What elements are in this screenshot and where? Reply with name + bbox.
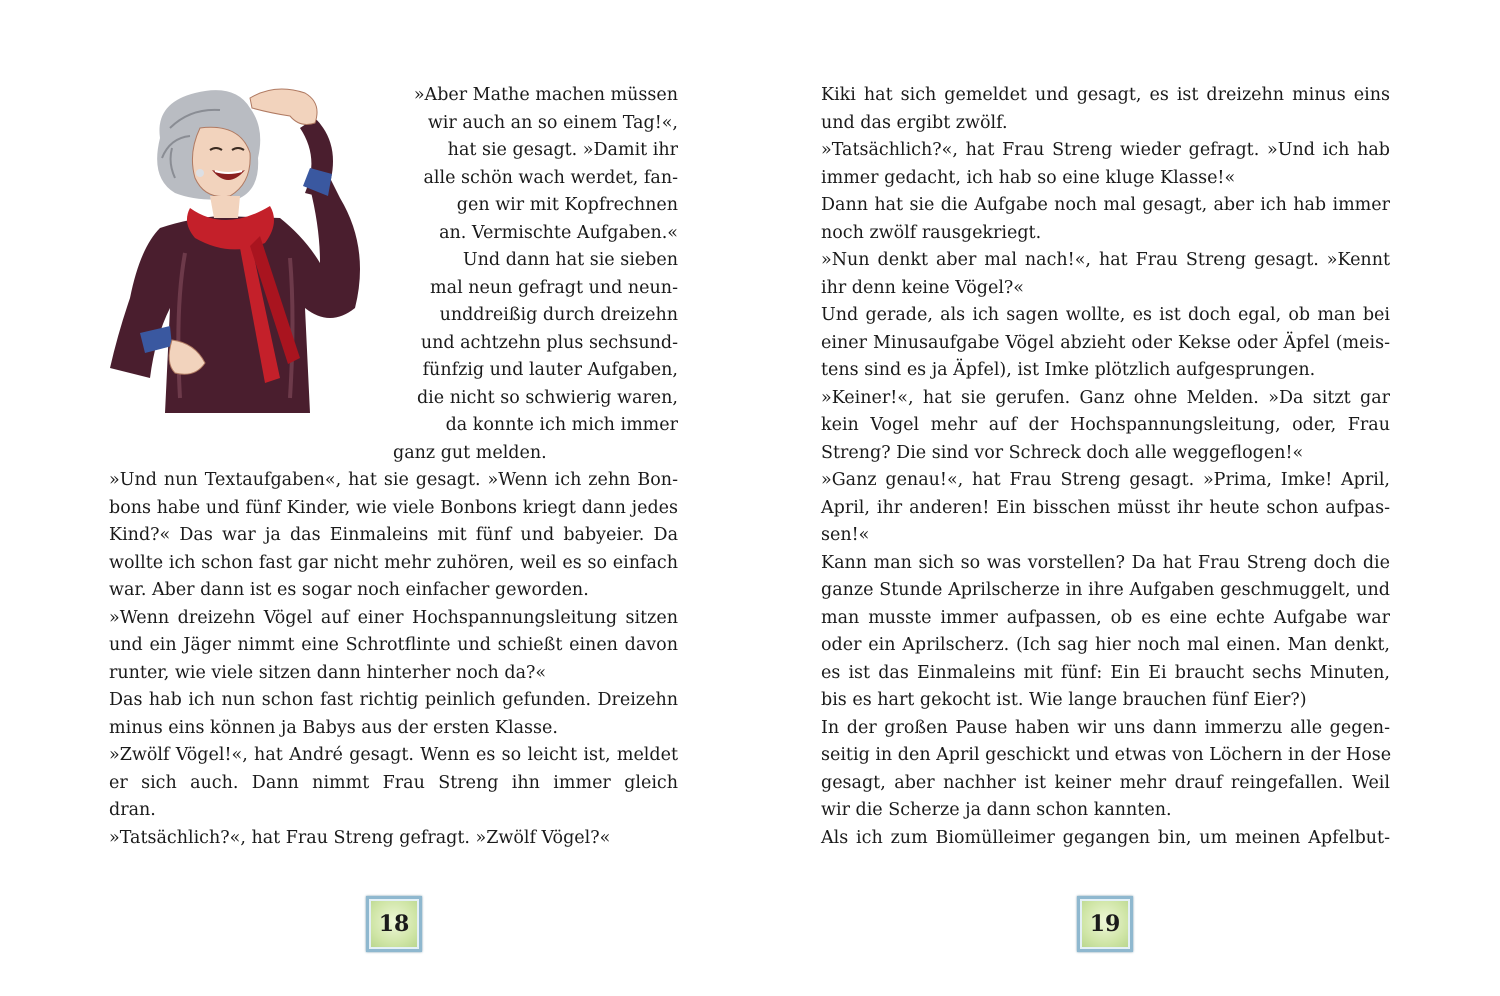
text-line: Als ich zum Biomülleimer gegangen bin, um meinen Apfelbut- bbox=[821, 827, 1390, 848]
text-line: »Aber Mathe machen müssen bbox=[413, 85, 678, 105]
text-line: und das ergibt zwölf. bbox=[821, 112, 1008, 133]
text-line: Das hab ich nun schon fast richtig peinlich gefunden. Dreizehn bbox=[109, 690, 678, 710]
text-line: Kind?« Das war ja das Einmaleins mit fünf und babyeier. Da bbox=[109, 525, 678, 545]
text-line: »Wenn dreizehn Vögel auf einer Hochspannungsleitung sitzen bbox=[109, 607, 678, 628]
text-line: oder ein Aprilscherz. (Ich sag hier noch mal einen. Man denkt, bbox=[821, 635, 1390, 655]
text-line: ihr denn keine Vögel?« bbox=[821, 277, 1025, 298]
text-line: runter, wie viele sitzen dann hinterher noch da?« bbox=[109, 662, 547, 683]
text-line: wir die Scherze ja dann schon kannten. bbox=[821, 800, 1172, 820]
text-line: die nicht so schwierig waren, bbox=[416, 387, 678, 408]
text-line: einer Minusaufgabe Vögel abzieht oder Kekse oder Äpfel (meis- bbox=[821, 332, 1390, 353]
text-line: April, ihr anderen! Ein bisschen müsst ihr heute schon aufpas- bbox=[821, 497, 1390, 518]
text-line: dran. bbox=[109, 800, 156, 820]
text-line: »Tatsächlich?«, hat Frau Streng gefragt. »Zwölf Vögel?« bbox=[109, 827, 611, 848]
right-page bbox=[750, 0, 1500, 996]
text-line: Dann hat sie die Aufgabe noch mal gesagt, aber ich hab immer bbox=[821, 195, 1390, 215]
teacher-illustration bbox=[100, 78, 380, 418]
text-line: fünfzig und lauter Aufgaben, bbox=[422, 360, 678, 380]
text-line: wollte ich schon fast gar nicht mehr zuhören, weil es so einfach bbox=[109, 552, 678, 573]
text-line: unddreißig durch dreizehn bbox=[439, 305, 678, 325]
text-line: da konnte ich mich immer bbox=[445, 415, 678, 435]
text-line: »Nun denkt aber mal nach!«, hat Frau Streng gesagt. »Kennt bbox=[821, 250, 1390, 270]
text-line: Und gerade, als ich sagen wollte, es ist doch egal, ob man bei bbox=[821, 305, 1390, 325]
text-line: gesagt, aber nachher ist keiner mehr drauf reingefallen. Weil bbox=[821, 772, 1390, 793]
page-number-badge: 18 bbox=[366, 896, 422, 952]
text-line: bons habe und fünf Kinder, wie viele Bonbons kriegt dann jedes bbox=[109, 497, 678, 518]
text-line: minus eins können ja Babys aus der ersten Klasse. bbox=[109, 717, 558, 738]
text-line: »Ganz genau!«, hat Frau Streng gesagt. »Prima, Imke! April, bbox=[821, 470, 1390, 490]
text-line: Und dann hat sie sieben bbox=[462, 250, 678, 270]
text-line: er sich auch. Dann nimmt Frau Streng ihn immer gleich bbox=[109, 772, 678, 793]
text-line: und ein Jäger nimmt eine Schrotflinte und schießt einen davon bbox=[109, 635, 678, 655]
text-line: »Zwölf Vögel!«, hat André gesagt. Wenn es so leicht ist, meldet bbox=[109, 745, 678, 765]
text-line: war. Aber dann ist es sogar noch einfacher geworden. bbox=[109, 580, 589, 600]
text-line: gen wir mit Kopfrechnen bbox=[456, 195, 678, 215]
text-line: Kiki hat sich gemeldet und gesagt, es ist dreizehn minus eins bbox=[821, 85, 1390, 105]
text-line: an. Vermischte Aufgaben.« bbox=[439, 222, 678, 243]
text-line: Streng? Die sind vor Schreck doch alle weggeflogen!« bbox=[821, 442, 1304, 463]
text-line: sen!« bbox=[821, 525, 870, 545]
text-line: und achtzehn plus sechsund- bbox=[420, 332, 678, 353]
text-line: es ist das Einmaleins mit fünf: Ein Ei braucht sechs Minuten, bbox=[821, 662, 1390, 683]
text-line: seitig in den April geschickt und etwas von Löchern in der Hose bbox=[821, 745, 1392, 765]
text-line: »Tatsächlich?«, hat Frau Streng wieder gefragt. »Und ich hab bbox=[821, 140, 1390, 160]
text-line: ganz gut melden. bbox=[393, 442, 547, 463]
text-line: bis es hart gekocht ist. Wie lange brauchen fünf Eier?) bbox=[821, 690, 1307, 710]
text-line: »Und nun Textaufgaben«, hat sie gesagt. »Wenn ich zehn Bon- bbox=[109, 470, 678, 490]
text-line: »Keiner!«, hat sie gerufen. Ganz ohne Melden. »Da sitzt gar bbox=[821, 387, 1390, 408]
text-line: ganze Stunde Aprilscherze in ihre Aufgaben geschmuggelt, und bbox=[821, 580, 1390, 600]
text-line: noch zwölf rausgekriegt. bbox=[821, 222, 1042, 243]
text-line: tens sind es ja Äpfel), ist Imke plötzlich aufgesprungen. bbox=[821, 360, 1316, 380]
text-line: Kann man sich so was vorstellen? Da hat Frau Streng doch die bbox=[821, 552, 1390, 573]
text-line: hat sie gesagt. »Damit ihr bbox=[447, 140, 678, 160]
text-line: man musste immer aufpassen, ob es eine echte Aufgabe war bbox=[821, 607, 1390, 628]
text-line: wir auch an so einem Tag!«, bbox=[427, 112, 678, 133]
text-line: immer gedacht, ich hab so eine kluge Klasse!« bbox=[821, 167, 1236, 188]
text-line: In der großen Pause haben wir uns dann immerzu alle gegen- bbox=[821, 717, 1390, 738]
text-line: mal neun gefragt und neun- bbox=[430, 277, 678, 298]
text-line: kein Vogel mehr auf der Hochspannungsleitung, oder, Frau bbox=[821, 415, 1390, 435]
text-line: alle schön wach werdet, fan- bbox=[423, 167, 678, 188]
page-number-badge: 19 bbox=[1077, 896, 1133, 952]
